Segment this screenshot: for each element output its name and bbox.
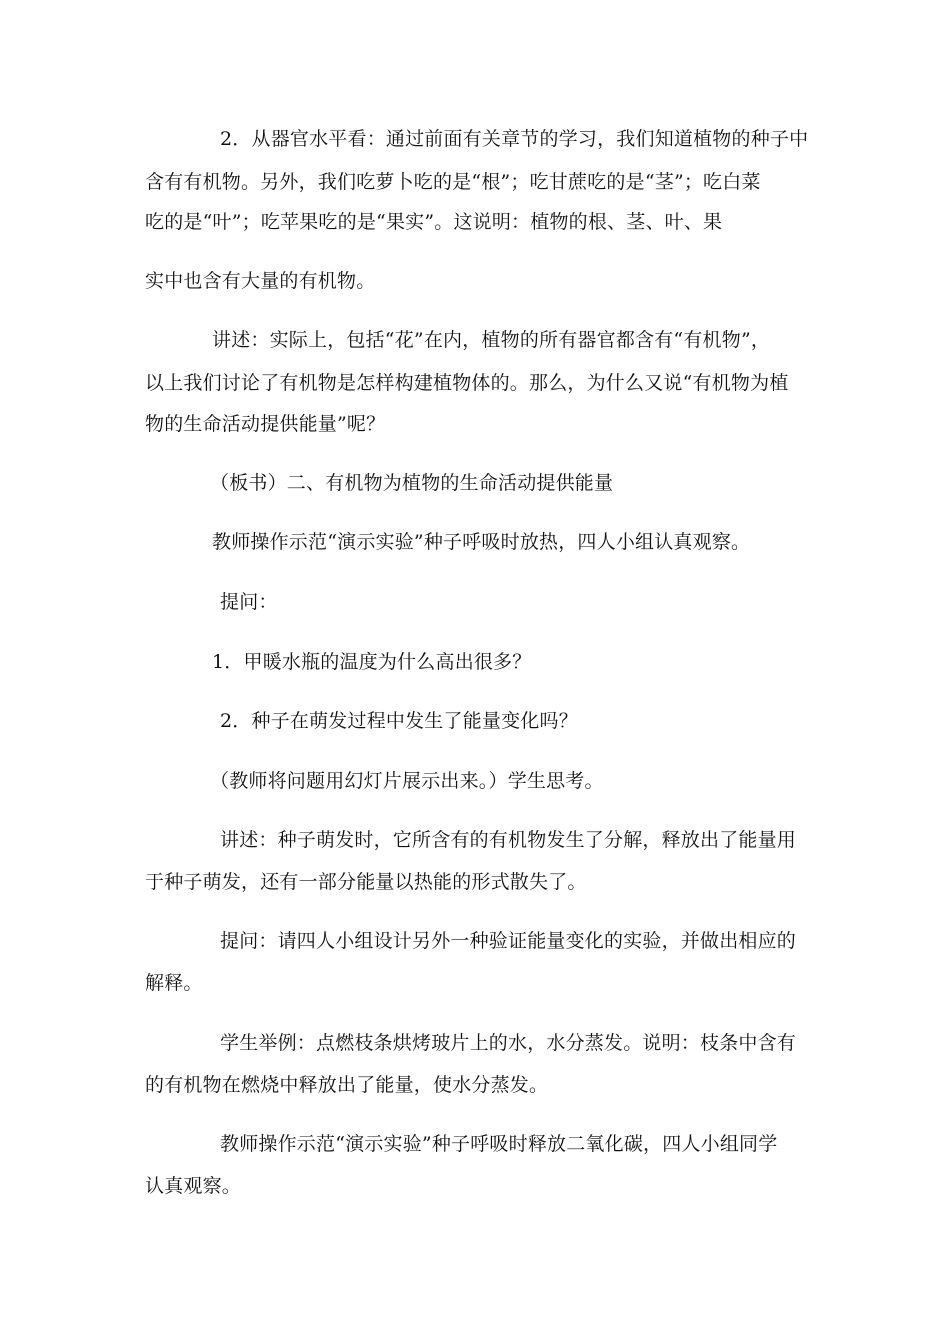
paragraph-line: 于种子萌发，还有一部分能量以热能的形式散失了。 [145, 871, 587, 893]
question-item: 1．甲暖水瓶的温度为什么高出很多？ [212, 651, 532, 673]
blackboard-heading: （板书）二、有机物为植物的生命活动提供能量 [210, 472, 614, 494]
paragraph-line: 的有机物在燃烧中释放出了能量，使水分蒸发。 [145, 1074, 549, 1096]
paragraph-line: 解释。 [145, 972, 203, 994]
question-item: 2．种子在萌发过程中发生了能量变化吗？ [220, 710, 578, 732]
paragraph-line: 认真观察。 [145, 1175, 242, 1197]
paragraph-line: 以上我们讨论了有机物是怎样构建植物体的。那么，为什么又说“有机物为植 [145, 372, 789, 394]
paragraph-line: 学生举例：点燃枝条烘烤玻片上的水，水分蒸发。说明：枝条中含有 [220, 1032, 797, 1054]
paragraph-line: 讲述：种子萌发时，它所含有的有机物发生了分解，释放出了能量用 [220, 829, 797, 851]
paragraph-line: 教师操作示范“演示实验”种子呼吸时放热，四人小组认真观察。 [212, 531, 751, 553]
question-label: 提问： [220, 591, 278, 613]
paragraph-line: 讲述：实际上，包括“花”在内，植物的所有器官都含有“有机物”， [212, 329, 771, 351]
paragraph-line: （教师将问题用幻灯片展示出来。）学生思考。 [210, 770, 604, 792]
paragraph-line: 物的生命活动提供能量”呢？ [145, 413, 386, 435]
paragraph-line: 吃的是“叶”；吃苹果吃的是“果实”。这说明：植物的根、茎、叶、果 [145, 211, 723, 233]
paragraph-line: 教师操作示范“演示实验”种子呼吸时释放二氧化碳，四人小组同学 [220, 1133, 778, 1155]
paragraph-line: 实中也含有大量的有机物。 [145, 270, 376, 292]
paragraph-line: 含有有机物。另外，我们吃萝卜吃的是“根”；吃甘蔗吃的是“茎”；吃白菜 [145, 171, 761, 193]
paragraph-line: 提问：请四人小组设计另外一种验证能量变化的实验，并做出相应的 [220, 930, 797, 952]
paragraph-line: 2．从器官水平看：通过前面有关章节的学习，我们知道植物的种子中 [220, 128, 809, 150]
